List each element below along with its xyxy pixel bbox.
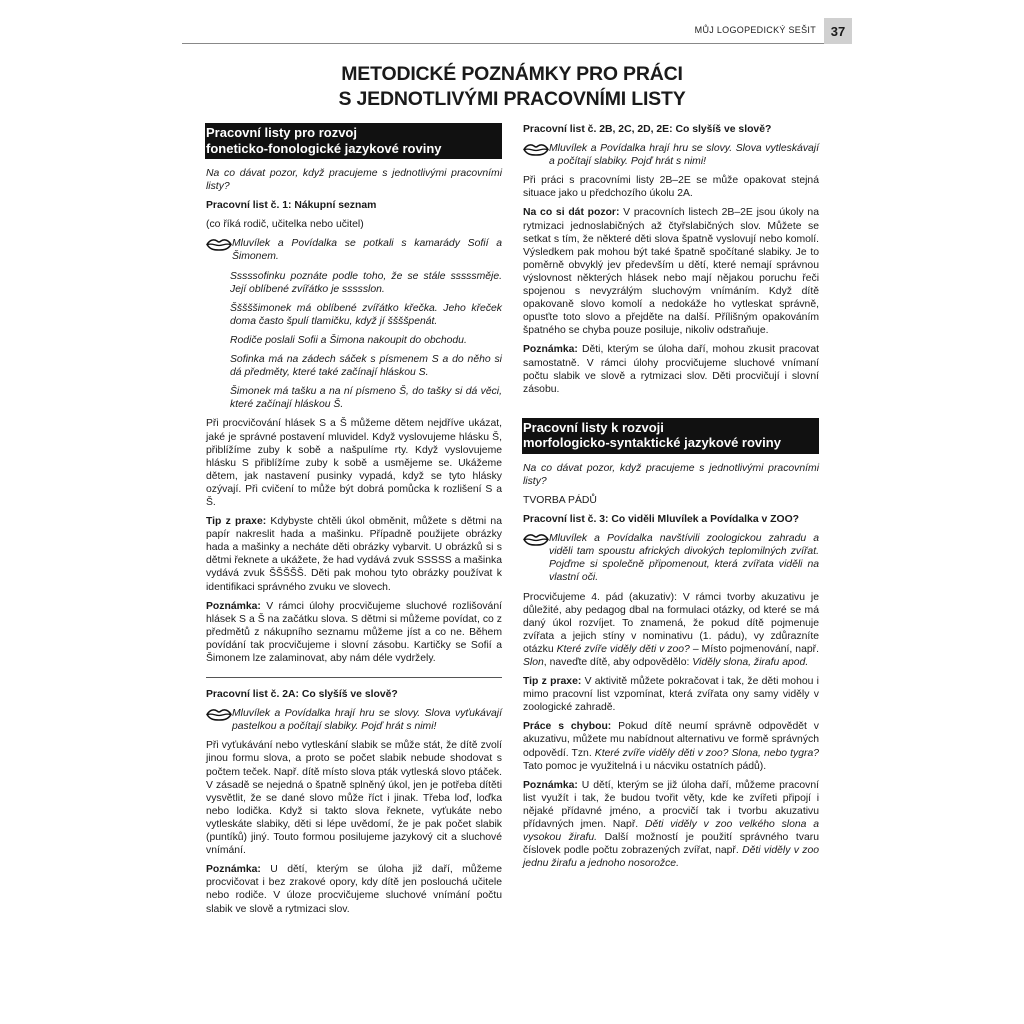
body-paragraph: Při práci s pracovními listy 2B–2E se může opakovat stejná situace jako u předchozího úkolu 2A. <box>523 175 819 200</box>
text-run: Další možností je použití správného tvaru číslovek podle počtu zobrazených zvířat, např. <box>523 832 819 857</box>
intro-question: Na co dávat pozor, když pracujeme s jednotlivými pracovními listy? <box>206 168 502 193</box>
story-paragraph: Sssssofinku poznáte podle toho, že se stále sssssměje. Její oblíbené zvířátko je ssssslon. <box>230 270 502 295</box>
tip-paragraph <box>206 515 502 594</box>
text-run: – Místo pojmenování, např. <box>689 643 819 655</box>
body-paragraph: Při vyťukávání nebo vytleskání slabik se může stát, že dítě zvolí jinou formu slova, a proto se počet slabik nebude shodovat s počtem teček. Např. dítě místo slova pták vytleská slovo ptáček. V zásadě se nejedná o špatně splněný úkol, jen je potřeba dítěti vysvětlit, že se dané slovo může říct i jinak. Třeba loď, loďka nebo lodička. Když si takto slova řeknete, vyťukáte nebo vytleskáte slabiky, děti si lépe uvědomí, že je pak počet slabik (puntíků) jiný. Touto formou posilujeme jazykový cit a sluchové vnímání. <box>206 740 502 857</box>
worksheet-2b-title: Pracovní list č. 2B, 2C, 2D, 2E: Co slyšíš ve slově? <box>523 124 772 135</box>
story-paragraph: Šššššimonek má oblíbené zvířátko křečka. Jeho křeček doma často špulí tlamičku, když jí ššššpenát. <box>230 302 502 327</box>
note-paragraph <box>523 779 819 871</box>
section-heading-phonetic <box>205 123 502 159</box>
note-paragraph <box>523 343 819 395</box>
header-rule <box>182 43 852 44</box>
page-title <box>200 62 824 112</box>
page-title-line1: METODICKÉ POZNÁMKY PRO PRÁCI <box>341 63 683 85</box>
story-paragraph: Rodiče poslali Sofii a Šimona nakoupit do obchodu. <box>230 334 467 346</box>
story-paragraph: Sofinka má na zádech sáček s písmenem S a do něho si dá předměty, které také začínají hláskou S. <box>230 354 502 379</box>
story-block <box>206 707 502 733</box>
right-column <box>523 123 819 876</box>
story-text: Mluvílek a Povídalka hrají hru se slovy. Slova vyťukávají pastelkou a počítají slabiky. Pojď hrát s nimi! <box>232 708 502 733</box>
section-heading-line: Pracovní listy k rozvoji <box>523 419 664 435</box>
note-text: Děti, kterým se úloha daří, mohou zkusit pracovat samostatně. V rámci úlohy procvičujeme sluchové vnímaní počtu slabik ve slově a rytmizaci slov. Děti procvičují i slovní zásobu. <box>523 344 819 395</box>
page-header <box>182 0 852 44</box>
intro-question: Na co dávat pozor, když pracujeme s jednotlivými pracovními listy? <box>523 462 819 487</box>
note-label: Poznámka: <box>523 344 578 356</box>
subheading: TVORBA PÁDŮ <box>523 494 597 506</box>
lips-icon <box>523 533 549 546</box>
text-run: , naveďte dítě, aby odpovědělo: <box>543 657 693 668</box>
story-paragraph: Šimonek má tašku a na ní písmeno Š, do tašky si dá věci, které začínají hláskou Š. <box>230 386 502 411</box>
section-heading-line: Pracovní listy pro rozvoj <box>206 125 357 140</box>
worksheet-2a-title: Pracovní list č. 2A: Co slyšíš ve slově? <box>206 689 398 701</box>
attention-paragraph <box>523 206 819 337</box>
text-run: Slon <box>523 657 544 668</box>
page-title-line2: S JEDNOTLIVÝMI PRACOVNÍMI LISTY <box>338 88 686 110</box>
text-run: Tato pomoc je využitelná i u nácviku ostatních pádů). <box>523 760 767 772</box>
divider <box>206 677 502 678</box>
note-label: Poznámka: <box>523 779 578 791</box>
body-paragraph: Při procvičování hlásek S a Š můžeme dětem nejdříve ukázat, jaké je správné postavení mluvidel. Když vyslovujeme hlásku Š, přiblížíme zuby k sobě a našpulíme rty. Když vyslovujeme hlásku S přiblížíme zuby k sobě a usmějeme se. Ukážeme dětem, jak nastavení pusinky vypadá, když se tyto hlásky ozývají. Při cvičení to může být dobrá pomůcka k rozlišení S a Š. <box>206 418 502 508</box>
text-run: Děti viděly v zoo velkého slona a vysokou žirafu. <box>523 819 819 844</box>
tip-label: Tip z praxe: <box>206 516 267 528</box>
attention-label: Na co si dát pozor: <box>523 207 620 219</box>
spacer <box>523 402 819 418</box>
note-paragraph <box>206 600 502 665</box>
lips-icon <box>206 238 232 251</box>
section-heading-line: foneticko-fonologické jazykové roviny <box>206 140 442 156</box>
error-label: Práce s chybou: <box>523 721 612 733</box>
note-label: Poznámka: <box>206 600 261 612</box>
lips-icon <box>523 143 549 156</box>
lips-icon <box>206 708 232 721</box>
story-text: Mluvílek a Povídalka navštívili zoologickou zahradu a viděli tam spoustu afrických divokých teplomilných zvířat. Pojďme si společně připomenout, která zvířata viděli na vlastní oči. <box>549 533 819 584</box>
tip-text: V aktivitě můžete pokračovat i tak, že děti mohou i mimo pracovní list vzpomínat, která zvířata ony samy viděly v zoologické zahradě. <box>523 676 819 714</box>
book-title: MŮJ LOGOPEDICKÝ SEŠIT <box>694 25 816 35</box>
attention-text: V pracovních listech 2B–2E jsou úkoly na rytmizaci jednoslabičných až čtyřslabičných slov. Můžete se setkat s tím, že některé děti slova špatně vyslovují nebo komolí. Výsledkem pak mohou být také špatně spočítané slabiky. Je to poměrně obvyklý jev především u dětí, které nemají správnou výslovnost některých hlásek nebo mají nějakou poruchu řeči spojenou s nevyzrálým sluchovým vnímáním. Když dítě opakovaně slovo komolí a nedokáže ho vytleskat správně, opusťte toto slovo a přejděte na další. Přílišným opakováním špatného se chyba pouze posiluje, nikoliv odstraňuje. <box>523 207 819 337</box>
tip-text: Kdybyste chtěli úkol obměnit, můžete s dětmi na papír nakreslit hada a mašinku. Případně použijete obrázky hada a mašinky a necháte děti obrázky vybarvit. U obrázků si s dětmi řeknete a ukážete, že had vydává zvuk SSSSS a mašinka vydává zvuk ŠŠŠŠŠ. Děti pak mohou tyto obrázky používat k identifikaci správného zvuku ve slovech. <box>206 516 502 593</box>
text-run: Viděly slona, žirafu apod. <box>692 657 809 668</box>
text-run: Které zvíře viděly děti v zoo? Slona, nebo tygra? <box>594 747 820 759</box>
story-text: Mluvílek a Povídalka se potkali s kamarády Sofií a Šimonem. <box>232 238 502 263</box>
note-label: Poznámka: <box>206 864 261 876</box>
note-text: U dětí, kterým se úloha již daří, můžeme procvičovat i bez zrakové opory, kdy dítě jen poslouchá učitele nebo rodiče. V úloze procvičujeme sluchové vnímání počtu slabik ve slově a rytmizaci slov. <box>206 864 502 915</box>
page-number: 37 <box>824 18 852 44</box>
section-heading-line: morfologicko-syntaktické jazykové roviny <box>523 435 781 451</box>
error-paragraph <box>523 720 819 772</box>
worksheet-1-note: (co říká rodič, učitelka nebo učitel) <box>206 219 364 231</box>
text-run: Pokud dítě neumí správně odpovědět v akuzativu, můžete mu nabídnout alternativu ve formě správných odpovědí. Tzn. <box>523 721 819 759</box>
left-column <box>206 123 502 922</box>
text-run: Které zvíře viděly děti v zoo? <box>556 643 690 655</box>
text-run: Děti viděly v zoo jednu žirafu a jednoho nosorožce. <box>523 845 819 870</box>
text-run: Procvičujeme 4. pád (akuzativ): V rámci tvorby akuzativu je důležité, aby pedagog dbal na formulaci otázky, od které se má daný úkol rozvíjet. To znamená, že pokud dítě pojmenuje zvířata a jejich stíny v nominativu (1. pádu), vy zdůrazníte otázku <box>523 591 819 655</box>
story-text: Mluvílek a Povídalka hrají hru se slovy. Slova vytleskávají a počítají slabiky. Pojď hrát s nimi! <box>549 143 819 168</box>
story-block <box>523 142 819 168</box>
tip-label: Tip z praxe: <box>523 676 582 688</box>
tip-paragraph <box>523 675 819 714</box>
worksheet-3-title: Pracovní list č. 3: Co viděli Mluvílek a Povídalka v ZOO? <box>523 514 800 526</box>
story-block <box>523 532 819 584</box>
note-paragraph <box>206 863 502 915</box>
section-heading-morphologic <box>522 418 819 454</box>
worksheet-1-title: Pracovní list č. 1: Nákupní seznam <box>206 200 377 212</box>
body-paragraph <box>523 591 819 670</box>
note-text: V rámci úlohy procvičujeme sluchové rozlišování hlásek S a Š na začátku slova. S dětmi si můžeme povídat, co z předmětů z nákupního seznamu můžeme jíst a co ne. Během povídání tak procvičujeme i slovní zásobu. Kartičky se Sofií a Šimonem lze zalaminovat, aby nám déle vydržely. <box>206 600 502 664</box>
text-run: U dětí, kterým se již úloha daří, můžeme pracovní list využít i tak, že budou tvořit věty, kde ke zvířeti připojí i nějaké přídavné jméno, a procvičí tak i tvorbu akuzativu přídavných jmen. Např. <box>523 779 819 831</box>
story-block <box>206 237 502 263</box>
